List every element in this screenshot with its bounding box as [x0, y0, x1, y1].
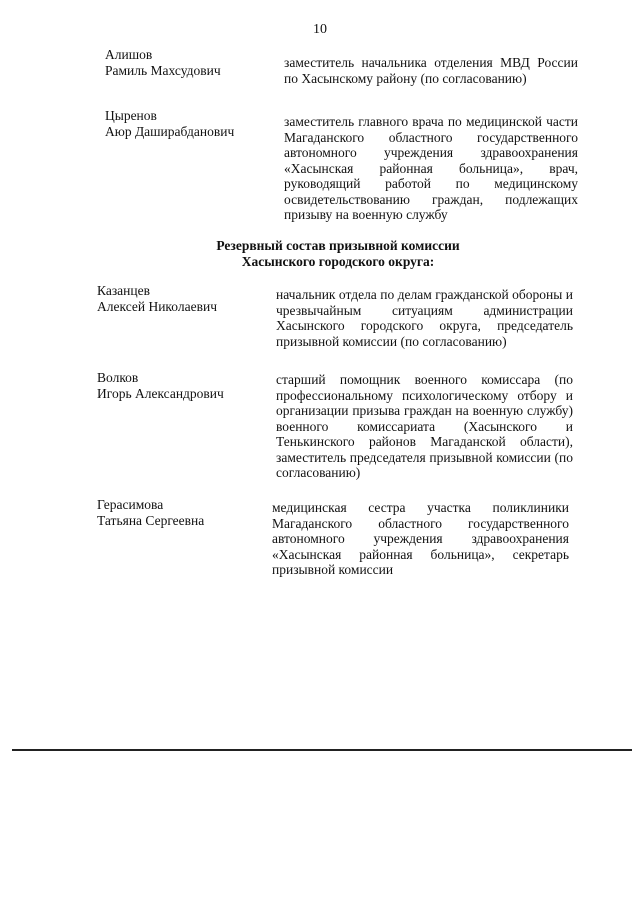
reserve-member-role: старший помощник военного комиссара (по профессиональному психологическому отбору и организации призыва граждан на военную службу) военного комиссариата (Хасынского и Тенькинского районов Магаданской области), заместитель председателя призывной комиссии (по согласованию) — [276, 372, 573, 480]
reserve-member-given-names: Татьяна Сергеевна — [97, 512, 205, 528]
member-surname: Алишов — [105, 47, 153, 62]
member-given-names: Рамиль Махсудович — [105, 62, 221, 78]
reserve-member-surname: Волков — [97, 370, 139, 385]
member-role: заместитель главного врача по медицинской части Магаданского областного государственного автономного учреждения здравоохранения «Хасынская районная больница», врач, руководящий работой по медицинскому освидетельствованию граждан, подлежащих призыву на военную службу — [284, 114, 578, 222]
reserve-member-given-names: Игорь Александрович — [97, 385, 224, 401]
member-surname: Цыренов — [105, 108, 157, 123]
reserve-member-name — [97, 497, 204, 528]
member-name — [105, 108, 234, 139]
bottom-divider — [12, 749, 632, 751]
reserve-member-given-names: Алексей Николаевич — [97, 298, 217, 314]
reserve-member-surname: Герасимова — [97, 497, 164, 512]
reserve-section-heading — [150, 238, 526, 270]
member-role: заместитель начальника отделения МВД России по Хасынскому району (по согласованию) — [284, 55, 578, 86]
page-number: 10 — [313, 22, 327, 37]
reserve-member-role: начальник отдела по делам гражданской обороны и чрезвычайным ситуациям администрации Хасынского городского округа, председатель призывной комиссии (по согласованию) — [276, 287, 573, 349]
reserve-member-role: медицинская сестра участка поликлиники Магаданского областного государственного автономного учреждения здравоохранения «Хасынская районная больница», секретарь призывной комиссии — [272, 500, 569, 577]
member-name — [105, 47, 221, 78]
reserve-heading-line1: Резервный состав призывной комиссии — [216, 238, 460, 253]
reserve-member-name — [97, 283, 217, 314]
reserve-heading-line2: Хасынского городского округа: — [241, 254, 435, 269]
reserve-member-surname: Казанцев — [97, 283, 150, 298]
member-given-names: Аюр Даширабданович — [105, 123, 235, 139]
reserve-member-name — [97, 370, 224, 401]
